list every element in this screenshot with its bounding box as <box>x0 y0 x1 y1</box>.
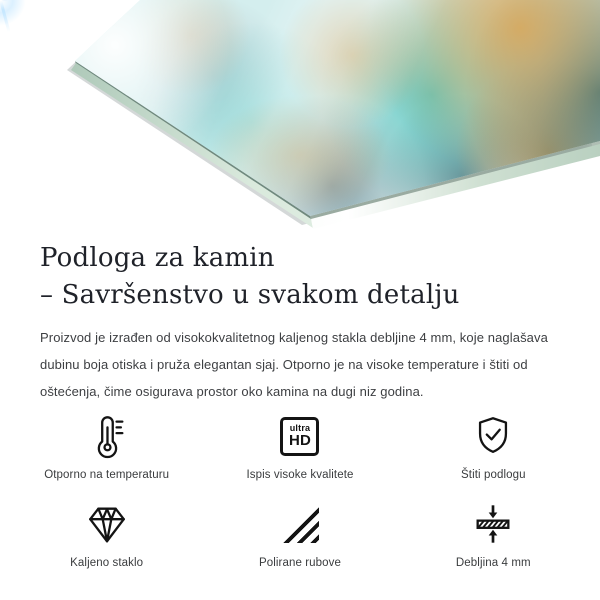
page-title-line2: – Savršenstvo u svakom detalju <box>40 280 460 310</box>
polished-edge-icon <box>281 499 319 549</box>
feature-tempered-glass <box>10 499 203 569</box>
feature-protection <box>397 411 590 481</box>
features-grid <box>10 411 590 569</box>
feature-polished-edges <box>203 499 396 569</box>
thermometer-icon <box>84 411 130 461</box>
page-title-line1: Podloga za kamin <box>40 243 275 273</box>
feature-label: Kaljeno staklo <box>70 557 144 569</box>
feature-print-quality <box>203 411 396 481</box>
shield-check-icon <box>470 411 516 461</box>
diamond-icon <box>84 499 130 549</box>
product-description: Proizvod je izrađen od visokokvalitetnog kaljenog stakla debljine 4 mm, koje naglašava dubinu boja otiska i pruža elegantan sjaj. Otporno je na visoke temperature i štiti od oštećenja, čime osigurava prostor oko kamina na dugi niz godina. <box>40 330 548 399</box>
feature-thickness <box>397 499 590 569</box>
feature-label: Polirane rubove <box>258 557 342 569</box>
uhd-badge-top: ultra <box>289 423 311 433</box>
ultra-hd-icon <box>280 411 319 461</box>
uhd-badge-bottom: HD <box>288 432 312 449</box>
feature-label: Ispis visoke kvalitete <box>246 469 354 481</box>
feature-label: Debljina 4 mm <box>455 557 531 569</box>
glass-artwork <box>0 0 600 238</box>
feature-label: Štiti podlogu <box>461 469 526 481</box>
page-title <box>40 240 560 314</box>
thickness-icon <box>470 499 516 549</box>
feature-label: Otporno na temperaturu <box>44 469 170 481</box>
feature-temperature <box>10 411 203 481</box>
product-photo <box>0 0 600 238</box>
